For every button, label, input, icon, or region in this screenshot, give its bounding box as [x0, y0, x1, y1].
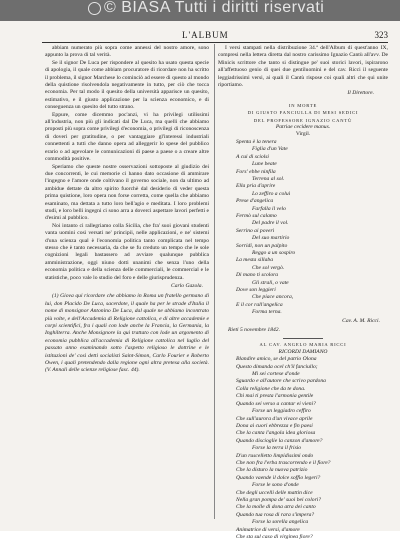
- poem-verses: [218, 356, 388, 541]
- verse-line: A cui di sciolsi: [236, 153, 269, 160]
- column-divider: [214, 44, 215, 519]
- verse-line: Gli strali, o vate: [252, 279, 289, 286]
- verse-line: Forma terna.: [252, 309, 282, 316]
- paragraph: Eppure, come dicemmo poc'anzi, vi ha privilegi utilissimi all'industria, non più gli indicati dal De Luca, ma quelli che abbiamo proposti più sopra come privilegi d'economia, o privilegi di riconoscenza di doveri per gratitudine, o per vantaggiare gl'interessi industriali connettenti a tutti che danno opera ad alleggerir lo spese del pubblico erario o ad agevolare le comunicazioni di paese a paese o a creare altre commodità positive.: [45, 111, 209, 163]
- poem-dedication: Patriae cecidere manus.: [275, 124, 331, 131]
- poem-dedication-author: Virgil.: [295, 131, 311, 138]
- section-rule: [283, 338, 323, 339]
- verse-line: Dove son leggieri: [236, 287, 276, 293]
- verse-line: La mesta sillaba: [236, 257, 273, 264]
- verse-line: Serrino ai poveri: [236, 227, 275, 234]
- poem-heading: DEL PROFESSORE IGNAZIO CANTÙ: [253, 117, 353, 123]
- verse-line: Fors' ebbe ninfila: [236, 168, 276, 175]
- verse-line: Prese d'angelica: [236, 198, 274, 205]
- verse-line: Spenta è la tenera: [236, 138, 277, 145]
- verse-line: Farfalla il velo: [252, 205, 286, 212]
- verse-line: Di mano ti scolora: [236, 272, 279, 279]
- running-head-title: L'ALBUM: [182, 30, 229, 40]
- verse-line: Questo dimanda ocel ch'il fanciullo;: [236, 363, 318, 370]
- watermark-text: © BIASA Tutti i diritti riservati: [104, 0, 325, 16]
- verse-line: Che la disturo la nuova patrizio: [236, 467, 308, 474]
- page-number: 323: [374, 30, 388, 40]
- verse-line: Animatrice di versi, d'amore: [236, 526, 300, 533]
- paragraph: Se il signor De Luca per rispondere al quesito ha usato questa specie di apologia, il quale come abbiam procuratore di ricordare non ha scritto il problema, il signor Marchese lo cominciò ad essere di questo al mondo della quistione risolvendola negativamente in tutto, per ciò che tocca economia. Per tal modo il quesito della università apparisce un quesito, estimativo, e il giusto applicazione per la scienza economico, e di conseguenza un quesito del tutto strano.: [45, 59, 209, 111]
- poem-verses: [218, 139, 388, 317]
- paragraph: Speriamo che queste nostre osservazioni sottoposte al giudizio dei due concorrenti, le cui memorie ci hanno dato occasione di ammirare l'ingegno e l'amore onde coltivano il governo sociale, non da ultimo ad ambidue dettate da altro spirito fuorchè dal desiderio di veder questa prima quistione, loro opera non forse corretta, come quella che abbiamo esaminato, ma dettata a tutto loro bell'agio e meditata. I loro problemi studi, e loro belli ingegni ci sono arra a doverci aspettare lavori perfetti e d'esimi al pubblico.: [45, 163, 209, 222]
- verse-line: Che non fra l'erba trascorrendo e il fiore?: [236, 459, 331, 466]
- poem-subheading: RICORDI DAMIANO: [278, 348, 328, 355]
- verse-line: Blandire amico, se del patrio Olona: [236, 356, 317, 363]
- verse-line: Quando sei verso a cantar ei vieni?: [236, 400, 316, 407]
- poem-heading: IN MORTE: [288, 102, 318, 108]
- poem-signature: Cav. A. M. Ricci.: [342, 317, 380, 324]
- intro-signature: Il Direttore.: [347, 90, 374, 97]
- footnote: (1) Giova qui ricordare che abbiamo in Roma un fratello germano di lui, don Placido De Luca, sacerdote, il quale ha per le strade d'Italia il nome di monsignor Antonino De Luca, dal quale ne abbiamo incontrato più volte, e dell'Accademia di Religione cattolica, e di altre accademie e corpi scientifici, fra i quali con lode anche la Francia, la Germania, la Inghilterra. Anche Monsignore la qui trattato con lode un argomento di economia pubblica all'accademia di Religione cattolica nel luglio del passato anno esaminando sotto l'aspetto religioso le dottrine e le istituzioni de' così detti socialisti Saint-Simon, Carlo Fourier e Roberto Owen, i quali pretendendo dalla regione ogni altra pretesa alla società. (V. Annali delle scienze religiose fasc. 44).: [45, 293, 209, 374]
- verse-line: Che piace ancora,: [252, 294, 294, 301]
- verse-line: Terrena al sol.: [252, 175, 285, 182]
- verse-line: Quando discioglie la canzon d'amore?: [236, 437, 323, 444]
- poem-heading: DI GIUSTO FANCIULLA DI MESI SEDICI: [247, 110, 359, 116]
- verse-line: Che degli uccelli delle mattin dice: [236, 489, 313, 496]
- verse-line: Quando vaende il dolce soffio legeri?: [236, 474, 321, 481]
- poem-date: Rieti 5 novembre 1842.: [228, 327, 280, 334]
- verse-line: Del padre il vol.: [252, 220, 289, 227]
- verse-line: Del suo martirio: [252, 235, 290, 242]
- verse-line: Nella gran pompa de' suoi bei colori?: [236, 496, 322, 503]
- verse-line: Sorridi, non un palpito: [236, 242, 288, 249]
- header-rule: [42, 42, 388, 43]
- verse-line: Chi mai ti presta l'armonia gentile: [236, 393, 314, 400]
- verse-line: Colla religione che da te dona.: [236, 385, 306, 392]
- verse-line: D'un ruscelletto limpidissimi ondo: [236, 452, 314, 459]
- intro-paragraph: I versi stampati nella distribuzione 34.ª dell'Album di quest'anno IX, compresi nella lettera diretta dal nostro carissimo Ignazio Cantù all'avv. De Minicis scrittore che tanto si distingue pe' suoi storici lavori, ispirarono all'affettuoso genio di quei due gentiluomini e del cav. Ricci il seguente leggiadrissimi versi, ai quali il Cantù rispose coi quali altri che qui unite riportiamo.: [218, 45, 388, 89]
- verse-line: Forse la sorella angelica: [252, 519, 309, 526]
- paragraph: Noi intanto ci rallegriamo colla Sicilia, che fra' suoi giovani studenti vanta uomini così versati ne' principii, nelle applicazioni, e ne' sistemi d'una scienza qual è l'economia politica tanto complicata nel tempo stesso che è tanto necessaria, da che se fu creduto un tempo che le sole cognizioni legali bastassero ad avviare qualunque pubblica amministrazione, oggi niuno dotti unanimi che senza l'uno della economia politica e della scienza delle commerciali, le commercial e le statistiche, poco vale lo studio del foro e delle giurisprudenza.: [45, 222, 209, 281]
- verse-line: Dona ai cuori ebbrezza e fin paesi: [236, 422, 313, 429]
- verse-line: Che sta sul caso di virginea fiore?: [236, 534, 313, 540]
- verse-line: Forse un leggiadro ceffiro: [252, 408, 311, 415]
- running-head: [42, 30, 388, 41]
- watermark-bar: [0, 0, 400, 21]
- verse-line: Sguardo e all'autore che scrivo pardona: [236, 378, 326, 385]
- verse-line: Forse le sono d'onde: [252, 482, 299, 489]
- article-signature: Carlo Gazola.: [170, 283, 203, 289]
- verse-line: Mi sei cortese d'onde: [252, 371, 300, 378]
- verse-line: Che sol vergò.: [252, 264, 285, 271]
- paragraph: abbiam numerato più sopra come annessi del nostro amore, sono appunto la prova di tal verità.: [45, 45, 209, 59]
- verse-line: E il cor rall'angelica: [236, 301, 283, 308]
- verse-line: Quando tua rosa di rara s'impera?: [236, 511, 315, 518]
- verse-line: Lune beate: [252, 161, 277, 168]
- verse-line: Forse la terra il frisio: [252, 445, 302, 452]
- verse-line: Che la molle di dona atra dei canto: [236, 504, 316, 511]
- verse-line: Che sull'aurora d'un vivace aprile: [236, 415, 313, 422]
- left-column: [45, 45, 209, 515]
- verse-line: Figlia d'un Vate: [252, 146, 288, 153]
- poem-heading: AL CAV. ANGELO MARIA RICCI: [259, 342, 347, 348]
- verse-line: Reggo a un sospiro: [252, 249, 296, 256]
- verse-line: Lo zeffiro a colui: [252, 190, 291, 197]
- verse-line: Fermò sul calamo: [236, 212, 277, 219]
- copyright-icon: [88, 2, 101, 15]
- verse-line: Che la canta l'angola idea gloriosa: [236, 430, 316, 437]
- right-column: [218, 45, 388, 540]
- verse-line: Ella pria d'aprire: [236, 183, 276, 190]
